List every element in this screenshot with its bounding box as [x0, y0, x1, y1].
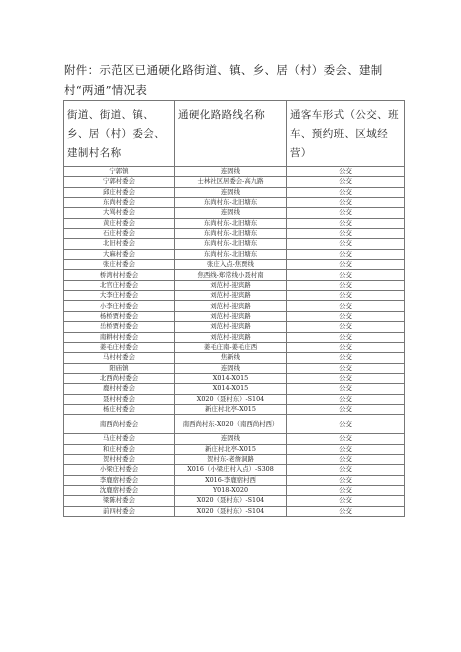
cell-road-name: 东尚村东-北旧塘东	[175, 218, 287, 228]
table-row	[64, 384, 405, 394]
cell-village-name: 大麻村委会	[64, 249, 175, 259]
table-row	[64, 311, 405, 321]
table-row	[64, 177, 405, 187]
cell-road-name: 焦新线	[175, 353, 287, 363]
cell-village-name: 和庄村委会	[64, 444, 175, 454]
cell-road-name: 刘范村-迎宾路	[175, 322, 287, 332]
cell-village-name: 桥湾村村委会	[64, 270, 175, 280]
cell-village-name: 姜毛庄村委会	[64, 342, 175, 352]
document-title: 附件：示范区已通硬化路街道、镇、乡、居（村）委会、建制村“两通”情况表	[64, 63, 383, 97]
cell-road-name: 焦西线-郑常线小聂村南	[175, 270, 287, 280]
cell-village-name: 贺村村委会	[64, 454, 175, 464]
cell-bus-type: 公交	[287, 332, 405, 342]
table-row	[64, 229, 405, 239]
table-row	[64, 198, 405, 208]
cell-road-name: 刘范村-迎宾路	[175, 280, 287, 290]
table-row	[64, 475, 405, 485]
table-row	[64, 465, 405, 475]
table-row	[64, 291, 405, 301]
cell-bus-type: 公交	[287, 260, 405, 270]
cell-road-name: 东尚村东-北旧塘东	[175, 198, 287, 208]
table-row	[64, 496, 405, 506]
table-row	[64, 506, 405, 516]
cell-road-name: 刘范村-迎宾路	[175, 301, 287, 311]
cell-village-name: 阳庙镇	[64, 363, 175, 373]
cell-village-name: 北旧村委会	[64, 239, 175, 249]
table-row	[64, 218, 405, 228]
cell-road-name: 连固线	[175, 167, 287, 177]
cell-village-name: 宁郭镇	[64, 167, 175, 177]
cell-bus-type: 公交	[287, 434, 405, 444]
cell-road-name: Y018-X020	[175, 485, 287, 495]
cell-road-name: 连固线	[175, 434, 287, 444]
cell-village-name: 梁陈村委会	[64, 496, 175, 506]
cell-bus-type: 公交	[287, 270, 405, 280]
cell-bus-type: 公交	[287, 353, 405, 363]
cell-road-name: 连固线	[175, 363, 287, 373]
cell-bus-type: 公交	[287, 485, 405, 495]
table-row	[64, 301, 405, 311]
cell-village-name: 聂村村委会	[64, 394, 175, 404]
table-row	[64, 373, 405, 383]
cell-bus-type: 公交	[287, 475, 405, 485]
cell-bus-type: 公交	[287, 167, 405, 177]
cell-bus-type: 公交	[287, 506, 405, 516]
cell-village-name: 小李庄村委会	[64, 301, 175, 311]
cell-bus-type: 公交	[287, 239, 405, 249]
table-row	[64, 394, 405, 404]
cell-road-name: 贺村东-老詹洞路	[175, 454, 287, 464]
table-row	[64, 270, 405, 280]
cell-road-name: X016-李鹿宿村西	[175, 475, 287, 485]
table-row	[64, 353, 405, 363]
table-row	[64, 363, 405, 373]
cell-bus-type: 公交	[287, 208, 405, 218]
cell-village-name: 马庄村委会	[64, 434, 175, 444]
cell-village-name: 小梁庄村委会	[64, 465, 175, 475]
cell-village-name: 东尚村委会	[64, 198, 175, 208]
table-row	[64, 332, 405, 342]
cell-village-name: 杨庄村委会	[64, 404, 175, 414]
cell-village-name: 南西尚村委会	[64, 415, 175, 434]
cell-road-name: X020（聂村东）-S104	[175, 394, 287, 404]
table-row	[64, 454, 405, 464]
cell-road-name: 新庄村北亭-X015	[175, 444, 287, 454]
cell-village-name: 南耕村村委会	[64, 332, 175, 342]
table-row	[64, 280, 405, 290]
cell-road-name: X020（聂村东）-S104	[175, 506, 287, 516]
cell-road-name: X014-X015	[175, 373, 287, 383]
cell-village-name: 李鹿宿村委会	[64, 475, 175, 485]
cell-bus-type: 公交	[287, 229, 405, 239]
cell-bus-type: 公交	[287, 311, 405, 321]
cell-bus-type: 公交	[287, 291, 405, 301]
table-row	[64, 434, 405, 444]
cell-road-name: 连固线	[175, 208, 287, 218]
cell-village-name: 北官庄村委会	[64, 280, 175, 290]
table-row	[64, 322, 405, 332]
village-road-table	[63, 100, 405, 517]
table-row	[64, 404, 405, 414]
cell-village-name: 大李庄村委会	[64, 291, 175, 301]
cell-road-name: 士林社区居委会-高九路	[175, 177, 287, 187]
cell-bus-type: 公交	[287, 496, 405, 506]
header-road-name: 通硬化路路线名称	[175, 101, 287, 167]
cell-bus-type: 公交	[287, 415, 405, 434]
cell-bus-type: 公交	[287, 280, 405, 290]
cell-road-name: 张庄入点-焦贾线	[175, 260, 287, 270]
cell-road-name: 刘范村-迎宾路	[175, 332, 287, 342]
cell-village-name: 沈鹿宿村委会	[64, 485, 175, 495]
cell-bus-type: 公交	[287, 177, 405, 187]
cell-village-name: 张庄村委会	[64, 260, 175, 270]
cell-village-name: 北西尚村委会	[64, 373, 175, 383]
cell-road-name: 东尚村东-北旧塘东	[175, 249, 287, 259]
cell-village-name: 宁郭村委会	[64, 177, 175, 187]
cell-road-name: X016（小梁庄村入点）-S308	[175, 465, 287, 475]
table-row	[64, 342, 405, 352]
table-row	[64, 239, 405, 249]
cell-village-name: 邱庄村委会	[64, 187, 175, 197]
cell-road-name: X020（聂村东）-S104	[175, 496, 287, 506]
cell-road-name: X014-X015	[175, 384, 287, 394]
cell-road-name: 南西尚村东-X020（南西尚村西）	[175, 415, 287, 434]
cell-road-name: 刘范村-迎宾路	[175, 311, 287, 321]
cell-bus-type: 公交	[287, 465, 405, 475]
table-row	[64, 208, 405, 218]
cell-bus-type: 公交	[287, 342, 405, 352]
cell-bus-type: 公交	[287, 322, 405, 332]
cell-road-name: 新庄村北亭-X015	[175, 404, 287, 414]
cell-bus-type: 公交	[287, 249, 405, 259]
cell-village-name: 黄庄村委会	[64, 218, 175, 228]
cell-village-name: 石庄村委会	[64, 229, 175, 239]
cell-road-name: 连固线	[175, 187, 287, 197]
header-village-name: 街道、街道、镇、乡、居（村）委会、建制村名称	[64, 101, 175, 167]
cell-bus-type: 公交	[287, 404, 405, 414]
cell-bus-type: 公交	[287, 363, 405, 373]
cell-village-name: 鹿村村委会	[64, 384, 175, 394]
cell-bus-type: 公交	[287, 187, 405, 197]
table-row	[64, 167, 405, 177]
cell-road-name: 东尚村东-北旧塘东	[175, 239, 287, 249]
cell-bus-type: 公交	[287, 218, 405, 228]
cell-village-name: 马村村委会	[64, 353, 175, 363]
table-row	[64, 485, 405, 495]
table-row	[64, 444, 405, 454]
cell-bus-type: 公交	[287, 198, 405, 208]
cell-village-name: 前四村委会	[64, 506, 175, 516]
cell-bus-type: 公交	[287, 394, 405, 404]
cell-village-name: 杨桥贾村委会	[64, 311, 175, 321]
cell-bus-type: 公交	[287, 384, 405, 394]
cell-bus-type: 公交	[287, 454, 405, 464]
cell-bus-type: 公交	[287, 301, 405, 311]
cell-road-name: 姜毛庄南-姜毛庄西	[175, 342, 287, 352]
cell-road-name: 东尚村东-北旧塘东	[175, 229, 287, 239]
table-row	[64, 187, 405, 197]
table-header-row	[64, 101, 405, 167]
table-row	[64, 260, 405, 270]
table-row	[64, 415, 405, 434]
cell-village-name: 岳桥贾村委会	[64, 322, 175, 332]
cell-village-name: 大骂村委会	[64, 208, 175, 218]
cell-bus-type: 公交	[287, 444, 405, 454]
cell-bus-type: 公交	[287, 373, 405, 383]
table-row	[64, 249, 405, 259]
cell-road-name: 刘范村-迎宾路	[175, 291, 287, 301]
header-bus-type: 通客车形式（公交、班车、预约班、区域经营）	[287, 101, 405, 167]
